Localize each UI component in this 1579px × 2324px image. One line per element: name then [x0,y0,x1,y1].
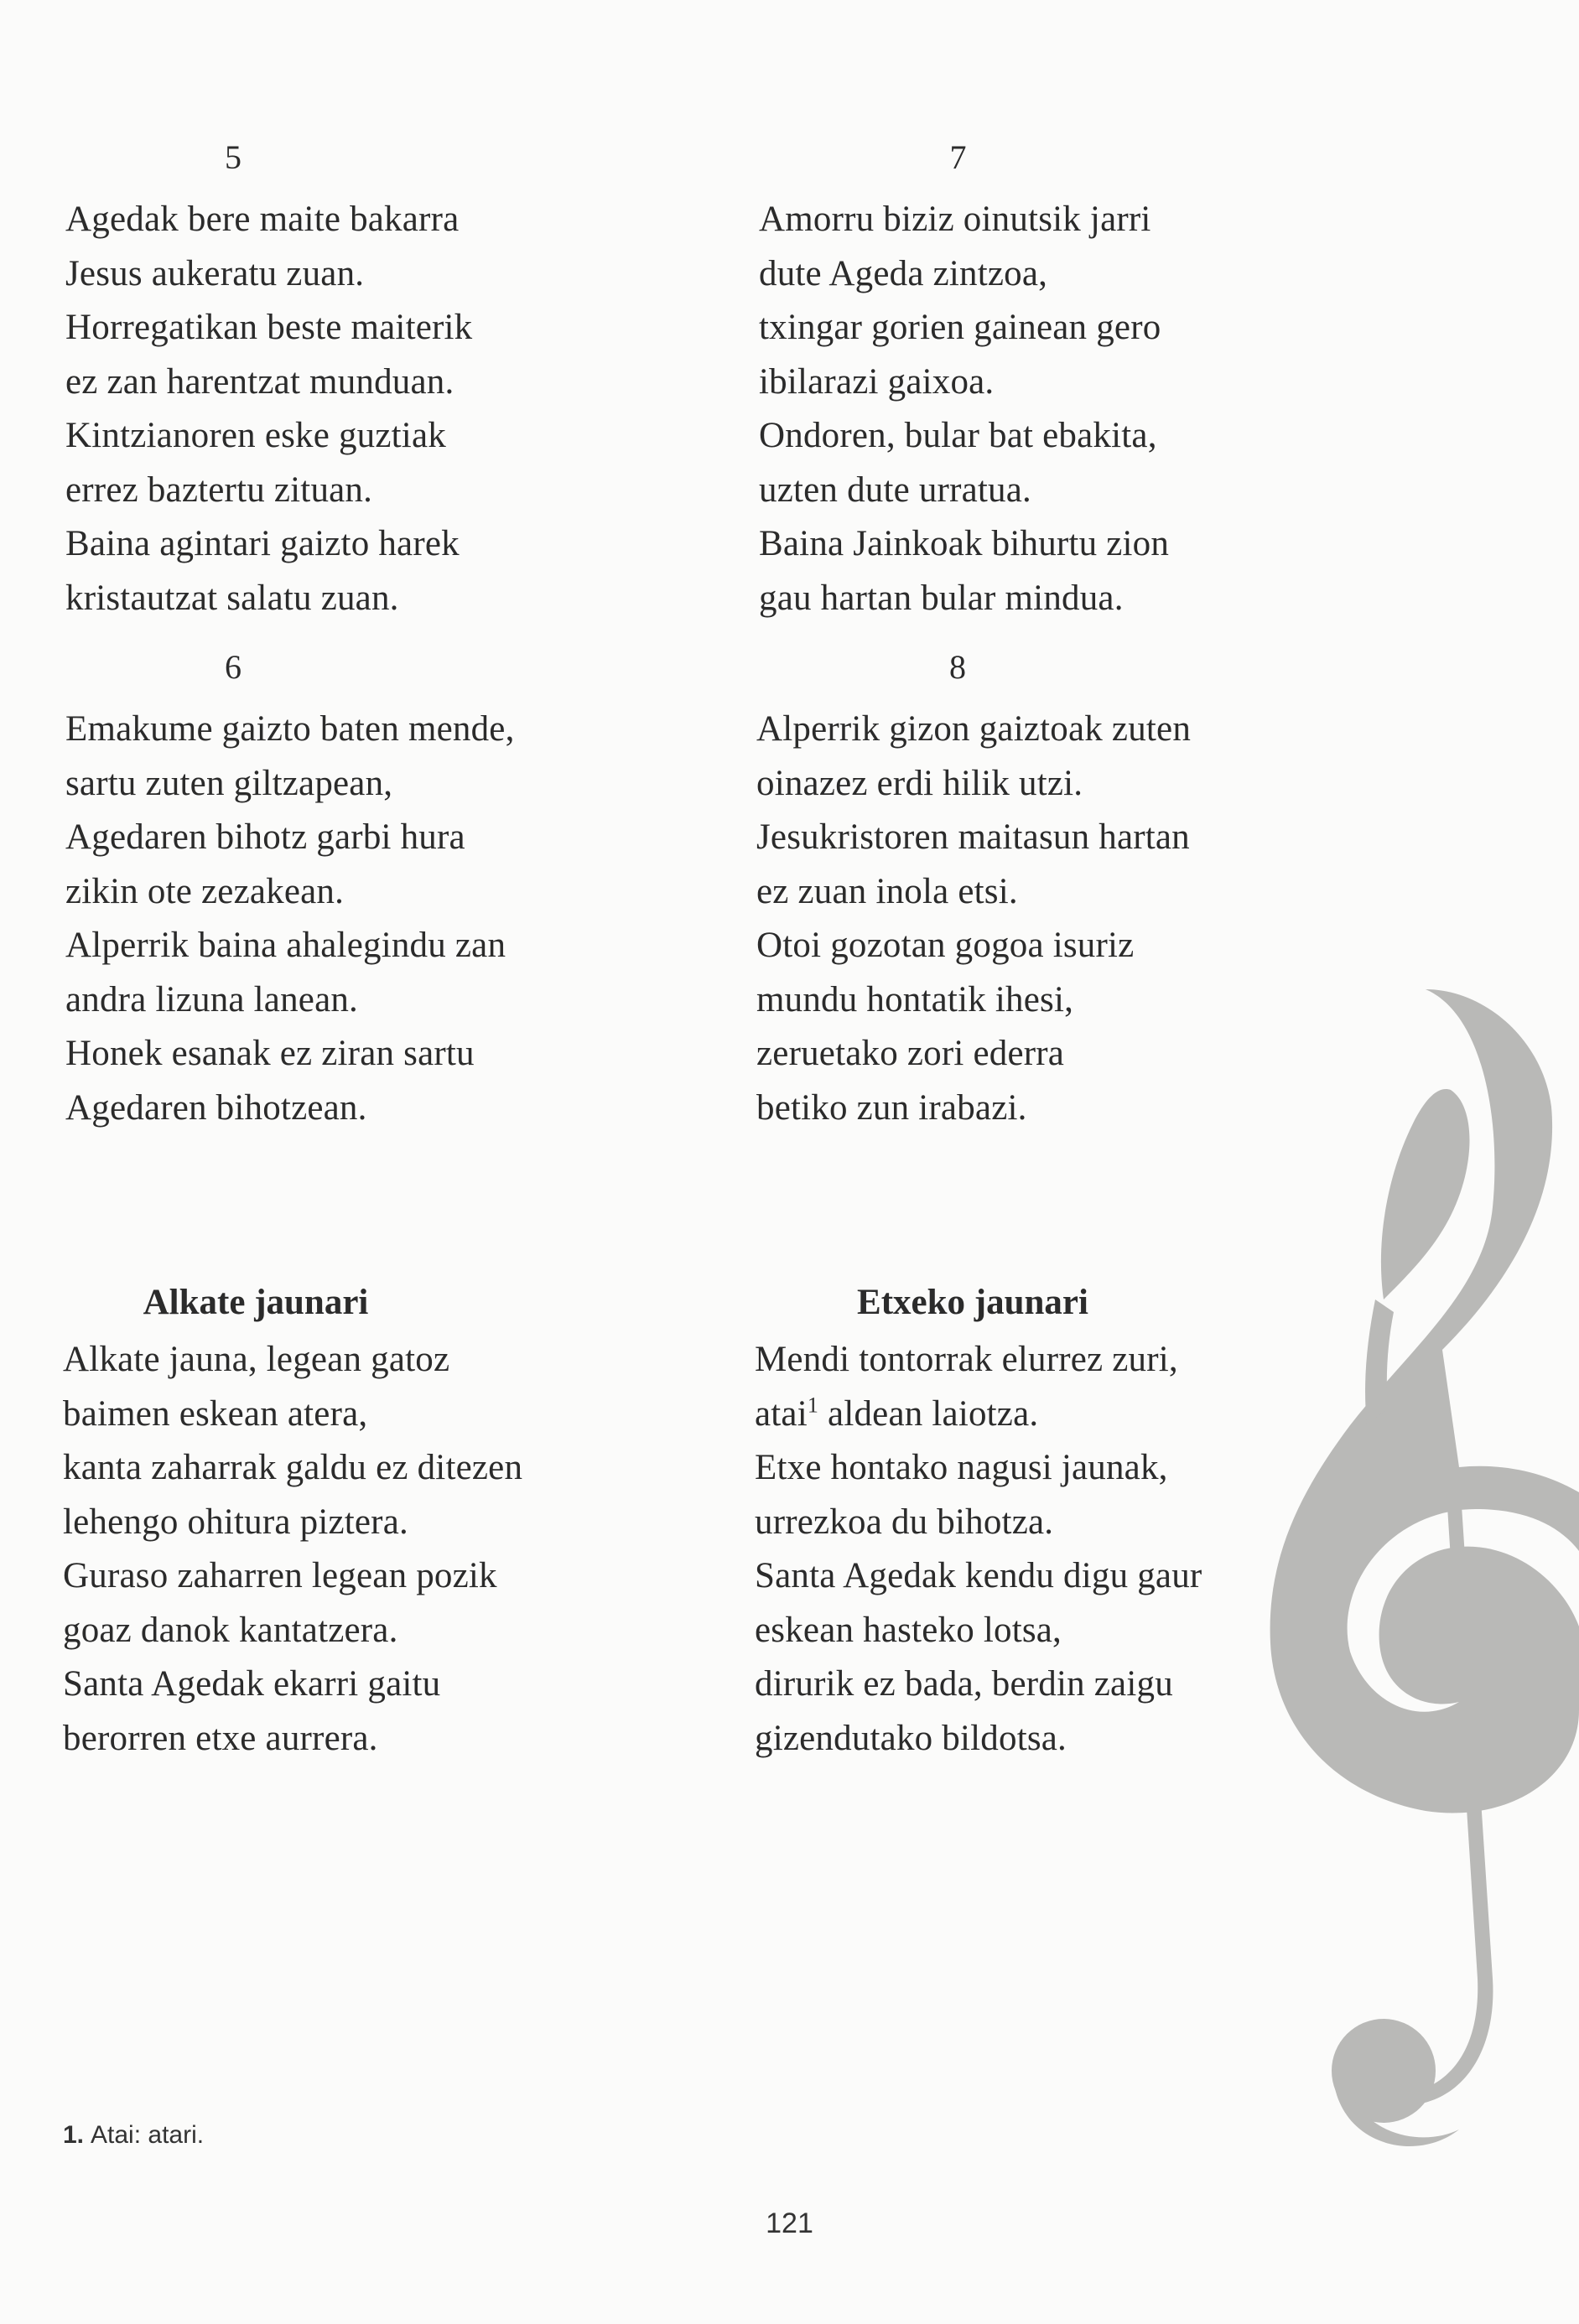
verse-line: eskean hasteko lotsa, [755,1610,1062,1650]
stanza-7 [759,138,1329,625]
page-number: 121 [766,2207,813,2239]
verse-line: gizendutako bildotsa. [755,1718,1067,1758]
verse-line: dute Ageda zintzoa, [759,253,1048,293]
verse-line: kristautzat salatu zuan. [65,578,399,618]
song-title: Alkate jaunari [143,1283,369,1322]
verse-line: Alperrik gizon gaiztoak zuten [756,709,1192,749]
verse-line: ez zan harentzat munduan. [65,361,454,402]
verse-line-end: aldean laiotza. [818,1393,1039,1434]
verse-line: Alperrik baina ahalegindu zan [65,926,506,965]
stanza-lines [759,193,1329,625]
verse-line: Agedak bere maite bakarra [65,200,460,239]
verse-line: Alkate jauna, legean gatoz [63,1340,450,1379]
verse-line: uzten dute urratua. [759,469,1031,510]
verse-line-with-footnote [755,1388,1342,1442]
stanza-lines [65,193,636,625]
verse-line: urrezkoa du bihotza. [755,1502,1054,1542]
verse-line-start: atai [755,1393,808,1434]
verse-line: zikin ote zezakean. [65,871,345,911]
stanza-8 [756,648,1327,1135]
song-title: Etxeko jaunari [857,1283,1088,1322]
verse-line: andra lizuna lanean. [65,979,359,1019]
song-alkate-jaunari [63,1278,633,1766]
verse-line: goaz danok kantatzera. [63,1610,398,1650]
verse-line: Amorru biziz oinutsik jarri [759,200,1151,239]
verse-line: Jesus aukeratu zuan. [65,253,365,293]
verse-line: Ondoren, bular bat ebakita, [759,416,1157,455]
verse-line: Etxe hontako nagusi jaunak, [755,1448,1168,1487]
verse-line: Otoi gozotan gogoa isuriz [756,926,1135,965]
stanza-lines [65,703,636,1135]
footnote [63,2121,204,2150]
verse-line: Baina agintari gaizto harek [65,524,460,563]
verse-line: Baina Jainkoak bihurtu zion [759,524,1170,563]
footnote-text: Atai: atari. [91,2121,205,2149]
verse-line: kanta zaharrak galdu ez ditezen [63,1448,523,1487]
stanza-lines [756,703,1327,1135]
song-lines [63,1333,633,1766]
verse-line: Honek esanak ez ziran sartu [65,1034,475,1073]
verse-line: lehengo ohitura piztera. [63,1502,408,1542]
verse-line: Kintzianoren eske guztiak [65,416,446,455]
verse-line: ez zuan inola etsi. [756,871,1018,911]
verse-line: Horregatikan beste maiterik [65,308,473,347]
verse-line: errez baztertu zituan. [65,469,373,510]
verse-line: Mendi tontorrak elurrez zuri, [755,1340,1178,1379]
verse-line: berorren etxe aurrera. [63,1718,378,1758]
verse-line: Emakume gaizto baten mende, [65,709,515,749]
verse-line: mundu hontatik ihesi, [756,979,1074,1019]
stanza-number: 6 [225,648,242,686]
song-lines [755,1333,1342,1766]
stanza-number: 7 [949,138,967,176]
verse-line: Jesukristoren maitasun hartan [756,817,1190,857]
verse-line: Agedaren bihotzean. [65,1087,367,1128]
verse-line: txingar gorien gainean gero [759,308,1161,347]
stanza-6 [65,648,636,1135]
verse-line: Santa Agedak ekarri gaitu [63,1664,441,1704]
verse-line: Agedaren bihotz garbi hura [65,817,465,857]
verse-line: zeruetako zori ederra [756,1034,1065,1073]
stanza-5 [65,138,636,625]
verse-line: dirurik ez bada, berdin zaigu [755,1664,1173,1704]
verse-line: oinazez erdi hilik utzi. [756,763,1083,803]
verse-line: Santa Agedak kendu digu gaur [755,1556,1202,1595]
verse-line: gau hartan bular mindua. [759,578,1124,618]
verse-line: betiko zun irabazi. [756,1087,1027,1128]
stanza-number: 5 [225,138,242,176]
verse-line: ibilarazi gaixoa. [759,361,995,402]
footnote-number: 1. [63,2121,85,2149]
verse-line: Guraso zaharren legean pozik [63,1556,497,1595]
verse-line: baimen eskean atera, [63,1393,368,1434]
footnote-marker: 1 [807,1393,819,1418]
verse-line: sartu zuten giltzapean, [65,763,393,803]
song-etxeko-jaunari [755,1278,1342,1766]
stanza-number: 8 [949,648,966,686]
